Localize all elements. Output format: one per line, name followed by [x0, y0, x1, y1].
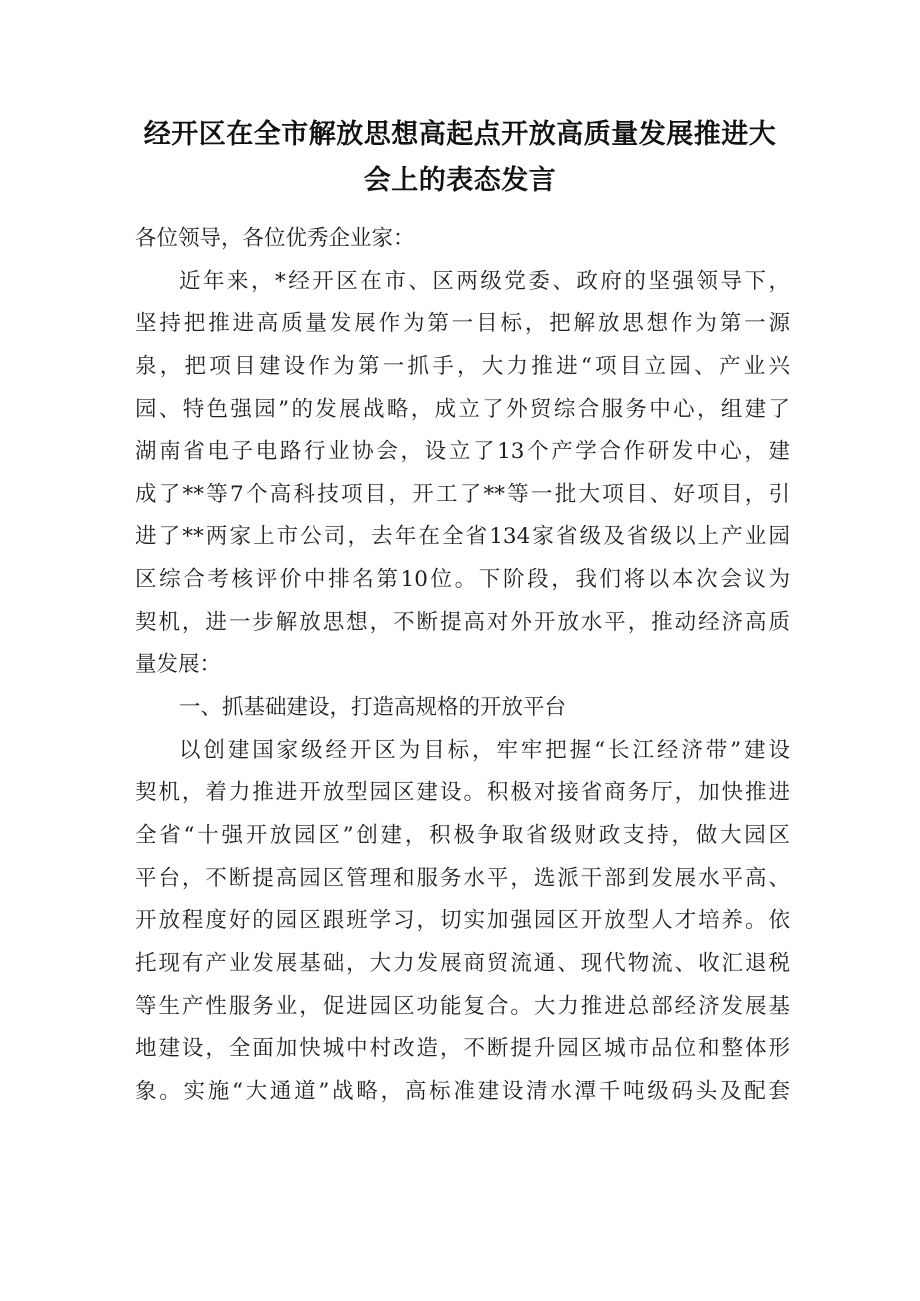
paragraph-1-line: 成了**等7个高科技项目，开工了**等一批大项目、好项目，引 — [135, 481, 790, 507]
paragraph-2-line: 平台，不断提高园区管理和服务水平，选派干部到发展水平高、 — [135, 865, 790, 891]
paragraph-2-line: 象。实施“大通道”战略，高标准建设清水潭千吨级码头及配套 — [135, 1078, 790, 1104]
title-line: 会上的表态发言 — [363, 165, 557, 196]
paragraph-2-line: 托现有产业发展基础，大力发展商贸流通、现代物流、收汇退税 — [135, 950, 790, 976]
salutation: 各位领导，各位优秀企业家： — [135, 226, 415, 251]
section-heading-1: 一、抓基础建设，打造高规格的开放平台 — [179, 695, 567, 721]
paragraph-2-line: 等生产性服务业，促进园区功能复合。大力推进总部经济发展基 — [135, 993, 790, 1019]
paragraph-1-line: 园、特色强园”的发展战略，成立了外贸综合服务中心，组建了 — [135, 396, 790, 422]
paragraph-1-line: 泉，把项目建设作为第一抓手，大力推进“项目立园、产业兴 — [135, 353, 790, 379]
paragraph-1-line: 契机，进一步解放思想，不断提高对外开放水平，推动经济高质 — [135, 609, 790, 635]
paragraph-1-line: 湖南省电子电路行业协会，设立了13个产学合作研发中心，建 — [135, 439, 790, 465]
paragraph-2-line: 全省“十强开放园区”创建，积极争取省级财政支持，做大园区 — [135, 822, 790, 848]
paragraph-1-line: 进了**两家上市公司，去年在全省134家省级及省级以上产业园 — [135, 524, 790, 550]
document-title — [130, 112, 790, 204]
title-line: 经开区在全市解放思想高起点开放高质量发展推进大 — [143, 119, 777, 150]
paragraph-2-line: 以创建国家级经开区为目标，牢牢把握“长江经济带”建设 — [179, 737, 790, 763]
paragraph-1-line: 近年来，*经开区在市、区两级党委、政府的坚强领导下， — [179, 268, 790, 294]
paragraph-1-line: 量发展： — [135, 652, 222, 678]
paragraph-2-line: 开放程度好的园区跟班学习，切实加强园区开放型人才培养。依 — [135, 908, 790, 934]
paragraph-2-line: 地建设，全面加快城中村改造，不断提升园区城市品位和整体形 — [135, 1036, 790, 1062]
paragraph-1-line: 坚持把推进高质量发展作为第一目标，把解放思想作为第一源 — [135, 311, 790, 337]
paragraph-1-line: 区综合考核评价中排名第10位。下阶段，我们将以本次会议为 — [135, 567, 790, 593]
document-body — [135, 218, 790, 1113]
paragraph-2-line: 契机，着力推进开放型园区建设。积极对接省商务厅，加快推进 — [135, 780, 790, 806]
